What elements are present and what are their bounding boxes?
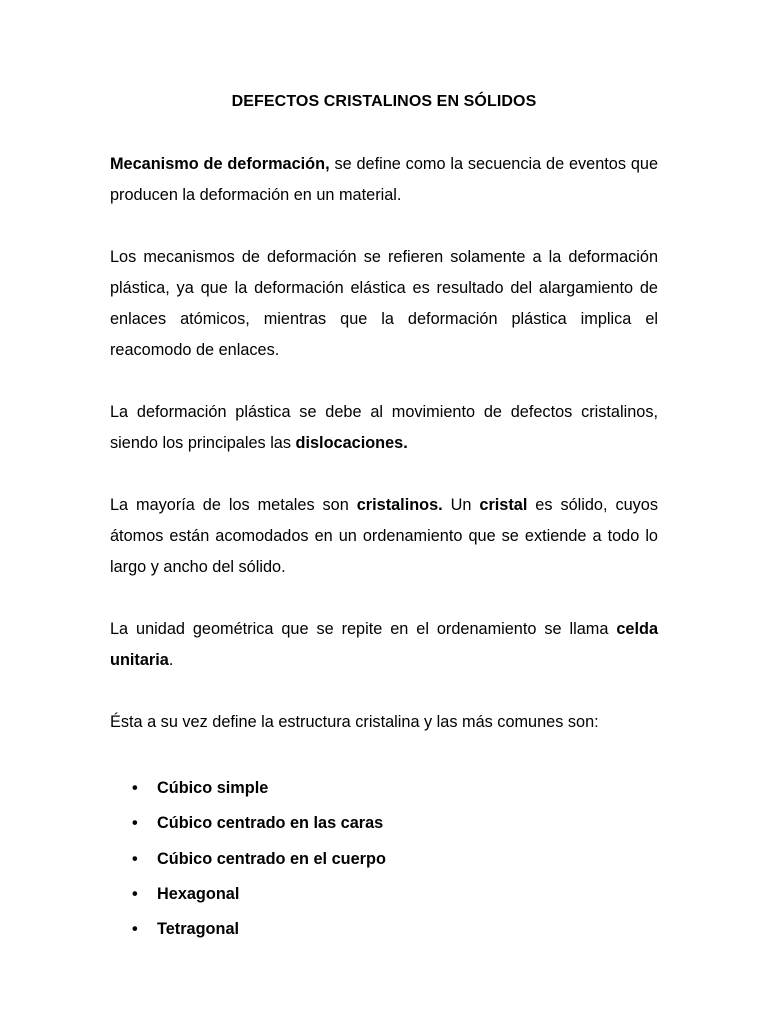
- paragraph-text: Un: [442, 496, 480, 514]
- list-item: [110, 915, 386, 950]
- bullet-icon: •: [132, 779, 138, 797]
- paragraph-text: Ésta a su vez define la estructura cristalina y las más comunes son:: [110, 713, 599, 731]
- list-item-label: Hexagonal: [157, 884, 240, 903]
- list-item-label: Cúbico centrado en las caras: [157, 814, 384, 833]
- list-item: [110, 809, 386, 844]
- paragraph-celda: [110, 614, 658, 676]
- page-title: DEFECTOS CRISTALINOS EN SÓLIDOS: [231, 93, 537, 110]
- list-item: [110, 880, 386, 915]
- list-item-label: Tetragonal: [157, 920, 240, 939]
- bold-term: celda unitaria: [110, 620, 658, 669]
- paragraph-mecanismo: [110, 149, 658, 211]
- paragraph-estructura: [110, 707, 658, 738]
- list-item-label: Cúbico simple: [157, 779, 269, 797]
- list-item-label: Cúbico centrado en el cuerpo: [157, 849, 386, 868]
- paragraph-text: se define como la secuencia de eventos que producen la deformación en un material.: [110, 155, 658, 204]
- bullet-icon: •: [132, 884, 138, 903]
- list-item: [110, 774, 386, 809]
- paragraph-text: es sólido, cuyos átomos están acomodados en un ordenamiento que se extiende a todo lo largo y ancho del sólido.: [110, 496, 658, 576]
- bold-term: dislocaciones.: [295, 434, 408, 452]
- bold-term: cristalinos.: [356, 496, 443, 514]
- paragraph-text: Los mecanismos de deformación se refieren solamente a la deformación plástica, ya que la deformación elástica es resultado del alargamiento de enlaces atómicos, mientras que la deformación plástica implica el reacomodo de enlaces.: [110, 248, 658, 359]
- structure-list: [110, 774, 386, 950]
- bullet-icon: •: [132, 920, 138, 939]
- bullet-icon: •: [132, 814, 138, 833]
- bold-term: Mecanismo de deformación,: [110, 155, 330, 173]
- paragraph-text: La mayoría de los metales son: [110, 496, 357, 514]
- list-item: [110, 845, 386, 880]
- paragraph-text: La deformación plástica se debe al movimiento de defectos cristalinos, siendo los principales las: [110, 403, 658, 452]
- bold-term: cristal: [479, 496, 528, 514]
- bullet-icon: •: [132, 849, 138, 868]
- paragraph-metales: [110, 490, 658, 583]
- paragraph-deformacion-plastica: [110, 397, 658, 459]
- paragraph-mecanismos: [110, 242, 658, 366]
- paragraph-text: La unidad geométrica que se repite en el ordenamiento se llama: [110, 620, 617, 638]
- paragraph-text: .: [168, 651, 174, 669]
